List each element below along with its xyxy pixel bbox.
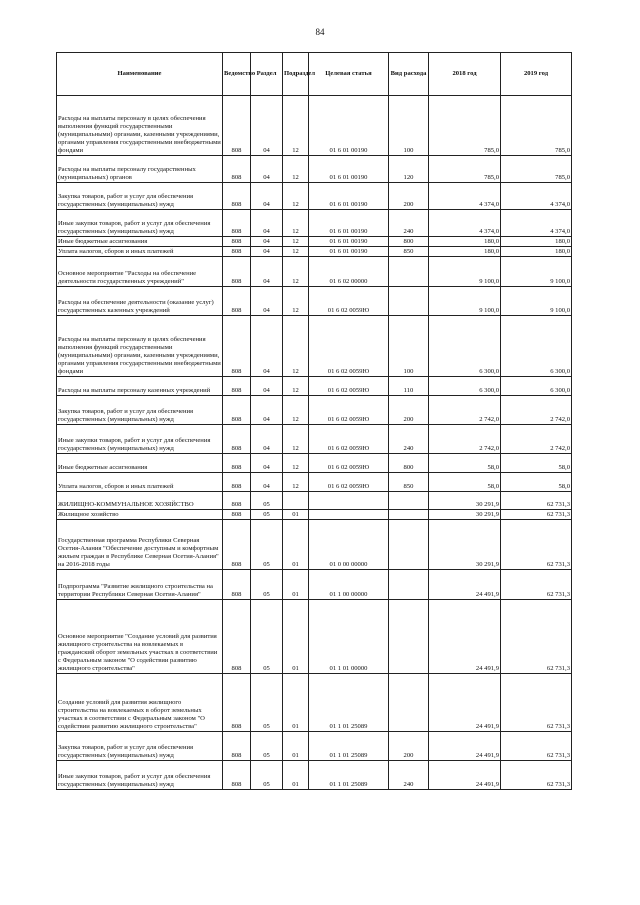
cell-expense-type: 100 [389,316,429,377]
cell-expense-type [389,600,429,674]
cell-year-2018: 2 742,0 [429,425,501,454]
cell-subsection [283,492,309,510]
cell-year-2018: 30 291,9 [429,510,501,520]
cell-section: 05 [251,600,283,674]
cell-target-article: 01 6 02 0059Ю [309,425,389,454]
cell-name: ЖИЛИЩНО-КОММУНАЛЬНОЕ ХОЗЯЙСТВО [57,492,223,510]
table-row [57,510,572,520]
cell-expense-type: 200 [389,396,429,425]
cell-department: 808 [223,732,251,761]
cell-year-2019: 58,0 [501,473,572,492]
cell-name: Расходы на выплаты персоналу в целях обеспечения выполнения функций государственными (муниципальными) органами, казенными учреждениями, органами управления государственными внебюджетными фондами [57,316,223,377]
cell-expense-type [389,674,429,732]
cell-expense-type [389,257,429,287]
cell-year-2018: 9 100,0 [429,287,501,316]
cell-year-2018: 24 491,9 [429,600,501,674]
cell-name: Иные закупки товаров, работ и услуг для обеспечения государственных (муниципальных) нужд [57,425,223,454]
cell-subsection: 12 [283,377,309,396]
header-name: Наименование [57,53,223,96]
cell-subsection: 01 [283,520,309,570]
cell-year-2018: 785,0 [429,96,501,156]
cell-name: Расходы на выплаты персоналу казенных учреждений [57,377,223,396]
cell-year-2019: 62 731,3 [501,520,572,570]
cell-expense-type [389,287,429,316]
cell-year-2019: 2 742,0 [501,396,572,425]
cell-subsection: 12 [283,473,309,492]
cell-target-article [309,510,389,520]
cell-name: Иные бюджетные ассигнования [57,237,223,247]
table-row [57,492,572,510]
cell-name: Государственная программа Республики Северная Осетия-Алания "Обеспечение доступным и комфортным жильем граждан в Республике Северная Осетия-Алания" на 2016-2018 годы [57,520,223,570]
table-row [57,156,572,183]
cell-year-2018: 30 291,9 [429,492,501,510]
cell-target-article: 01 1 00 00000 [309,570,389,600]
table-row [57,377,572,396]
cell-department: 808 [223,425,251,454]
cell-section: 04 [251,183,283,210]
cell-department: 808 [223,257,251,287]
cell-year-2019: 4 374,0 [501,183,572,210]
cell-section: 05 [251,674,283,732]
cell-name: Закупка товаров, работ и услуг для обеспечения государственных (муниципальных) нужд [57,732,223,761]
cell-section: 04 [251,247,283,257]
cell-target-article: 01 1 01 25089 [309,674,389,732]
cell-year-2018: 24 491,9 [429,732,501,761]
cell-expense-type: 110 [389,377,429,396]
cell-department: 808 [223,287,251,316]
cell-department: 808 [223,183,251,210]
cell-expense-type: 240 [389,761,429,790]
cell-subsection: 01 [283,570,309,600]
cell-year-2019: 9 100,0 [501,287,572,316]
cell-target-article: 01 6 02 0059Ю [309,377,389,396]
table-row [57,732,572,761]
cell-name: Иные бюджетные ассигнования [57,454,223,473]
header-expense-type: Вид расхода [389,53,429,96]
cell-section: 05 [251,570,283,600]
cell-expense-type: 100 [389,96,429,156]
cell-department: 808 [223,396,251,425]
header-row [57,53,572,96]
cell-expense-type [389,510,429,520]
cell-section: 04 [251,396,283,425]
cell-subsection: 01 [283,510,309,520]
cell-year-2018: 6 300,0 [429,377,501,396]
cell-name: Подпрограмма "Развитие жилищного строительства на территории Республики Северная Осетия-Алания" [57,570,223,600]
cell-section: 05 [251,510,283,520]
cell-section: 04 [251,454,283,473]
table-row [57,257,572,287]
cell-year-2019: 6 300,0 [501,316,572,377]
cell-year-2018: 9 100,0 [429,257,501,287]
cell-section: 04 [251,257,283,287]
cell-section: 04 [251,156,283,183]
cell-year-2019: 62 731,3 [501,510,572,520]
cell-year-2019: 9 100,0 [501,257,572,287]
cell-name: Иные закупки товаров, работ и услуг для обеспечения государственных (муниципальных) нужд [57,210,223,237]
cell-year-2019: 6 300,0 [501,377,572,396]
cell-year-2019: 62 731,3 [501,761,572,790]
cell-year-2018: 6 300,0 [429,316,501,377]
cell-name: Уплата налогов, сборов и иных платежей [57,247,223,257]
cell-subsection: 01 [283,600,309,674]
table-row [57,761,572,790]
cell-target-article: 01 1 01 25089 [309,732,389,761]
cell-name: Расходы на обеспечение деятельности (оказание услуг) государственных казенных учреждений [57,287,223,316]
cell-section: 05 [251,492,283,510]
table-row [57,600,572,674]
cell-year-2019: 62 731,3 [501,492,572,510]
cell-department: 808 [223,520,251,570]
table-row [57,570,572,600]
table-row [57,210,572,237]
cell-target-article: 01 1 01 00000 [309,600,389,674]
cell-year-2018: 180,0 [429,237,501,247]
table-row [57,287,572,316]
cell-year-2019: 62 731,3 [501,674,572,732]
cell-name: Закупка товаров, работ и услуг для обеспечения государственных (муниципальных) нужд [57,396,223,425]
cell-target-article: 01 6 02 0059Ю [309,287,389,316]
cell-expense-type: 200 [389,732,429,761]
cell-year-2018: 30 291,9 [429,520,501,570]
cell-name: Уплата налогов, сборов и иных платежей [57,473,223,492]
cell-target-article: 01 6 01 00190 [309,237,389,247]
cell-year-2019: 785,0 [501,156,572,183]
cell-target-article [309,492,389,510]
cell-subsection: 12 [283,425,309,454]
table-row [57,237,572,247]
table-row [57,473,572,492]
cell-section: 04 [251,237,283,247]
table-row [57,183,572,210]
cell-expense-type: 850 [389,473,429,492]
table-row [57,454,572,473]
cell-subsection: 12 [283,237,309,247]
cell-name: Основное мероприятие "Создание условий для развития жилищного строительства на вовлекаемых в гражданский оборот земельных участках в соответствии с Федеральным законом "О содействии развитию жилищного строительства" [57,600,223,674]
cell-target-article: 01 6 01 00190 [309,156,389,183]
cell-department: 808 [223,570,251,600]
cell-year-2018: 58,0 [429,454,501,473]
cell-target-article: 01 6 01 00190 [309,183,389,210]
table-body [57,96,572,790]
cell-target-article: 01 6 01 00190 [309,247,389,257]
cell-expense-type [389,570,429,600]
cell-target-article: 01 6 01 00190 [309,210,389,237]
cell-target-article: 01 1 01 25089 [309,761,389,790]
cell-target-article: 01 0 00 00000 [309,520,389,570]
cell-department: 808 [223,377,251,396]
table-row [57,316,572,377]
cell-subsection: 01 [283,674,309,732]
cell-subsection: 12 [283,183,309,210]
cell-year-2018: 180,0 [429,247,501,257]
cell-subsection: 12 [283,287,309,316]
cell-year-2019: 180,0 [501,247,572,257]
cell-year-2018: 2 742,0 [429,396,501,425]
cell-target-article: 01 6 02 0059Ю [309,454,389,473]
table-row [57,396,572,425]
cell-section: 04 [251,473,283,492]
cell-year-2018: 58,0 [429,473,501,492]
budget-table [56,52,572,790]
cell-year-2018: 785,0 [429,156,501,183]
cell-year-2019: 4 374,0 [501,210,572,237]
cell-department: 808 [223,454,251,473]
cell-section: 05 [251,732,283,761]
cell-expense-type: 800 [389,237,429,247]
cell-department: 808 [223,247,251,257]
cell-subsection: 12 [283,247,309,257]
cell-department: 808 [223,473,251,492]
cell-department: 808 [223,761,251,790]
cell-year-2018: 4 374,0 [429,183,501,210]
cell-subsection: 12 [283,316,309,377]
cell-section: 04 [251,425,283,454]
header-section: Раздел [251,53,283,96]
cell-name: Закупка товаров, работ и услуг для обеспечения государственных (муниципальных) нужд [57,183,223,210]
cell-target-article: 01 6 02 0059Ю [309,396,389,425]
cell-expense-type: 800 [389,454,429,473]
cell-section: 05 [251,761,283,790]
header-year-2018: 2018 год [429,53,501,96]
cell-name: Основное мероприятие "Расходы на обеспечение деятельности государственных учреждений" [57,257,223,287]
cell-subsection: 12 [283,96,309,156]
table-row [57,520,572,570]
cell-department: 808 [223,492,251,510]
cell-department: 808 [223,156,251,183]
cell-expense-type: 850 [389,247,429,257]
cell-expense-type: 240 [389,425,429,454]
cell-year-2018: 24 491,9 [429,674,501,732]
cell-name: Создание условий для развития жилищного строительства на вовлекаемых в оборот земельных участках в соответствии с Федеральным законом "О содействии развитию жилищного строительства" [57,674,223,732]
cell-name: Жилищное хозяйство [57,510,223,520]
cell-year-2019: 785,0 [501,96,572,156]
cell-expense-type [389,520,429,570]
cell-section: 05 [251,520,283,570]
cell-department: 808 [223,600,251,674]
cell-department: 808 [223,96,251,156]
cell-section: 04 [251,210,283,237]
table-row [57,247,572,257]
cell-subsection: 12 [283,257,309,287]
cell-name: Расходы на выплаты персоналу государственных (муниципальных) органов [57,156,223,183]
cell-target-article: 01 6 02 00000 [309,257,389,287]
cell-subsection: 12 [283,454,309,473]
cell-department: 808 [223,316,251,377]
cell-year-2019: 62 731,3 [501,732,572,761]
cell-department: 808 [223,510,251,520]
cell-year-2018: 24 491,9 [429,570,501,600]
table-row [57,674,572,732]
cell-section: 04 [251,287,283,316]
cell-subsection: 12 [283,396,309,425]
cell-name: Иные закупки товаров, работ и услуг для обеспечения государственных (муниципальных) нужд [57,761,223,790]
cell-subsection: 12 [283,210,309,237]
cell-year-2018: 4 374,0 [429,210,501,237]
cell-department: 808 [223,210,251,237]
header-subsection: Подраздел [283,53,309,96]
cell-year-2019: 180,0 [501,237,572,247]
cell-year-2019: 62 731,3 [501,600,572,674]
cell-target-article: 01 6 01 00190 [309,96,389,156]
cell-target-article: 01 6 02 0059Ю [309,473,389,492]
cell-section: 04 [251,316,283,377]
page-number: 84 [315,27,325,37]
cell-department: 808 [223,674,251,732]
cell-subsection: 12 [283,156,309,183]
cell-expense-type [389,492,429,510]
cell-section: 04 [251,96,283,156]
table-row [57,425,572,454]
cell-expense-type: 120 [389,156,429,183]
cell-year-2019: 2 742,0 [501,425,572,454]
table-row [57,96,572,156]
cell-subsection: 01 [283,761,309,790]
header-year-2019: 2019 год [501,53,572,96]
cell-expense-type: 200 [389,183,429,210]
cell-target-article: 01 6 02 0059Ю [309,316,389,377]
cell-year-2019: 58,0 [501,454,572,473]
cell-year-2018: 24 491,9 [429,761,501,790]
cell-expense-type: 240 [389,210,429,237]
cell-department: 808 [223,237,251,247]
cell-year-2019: 62 731,3 [501,570,572,600]
cell-section: 04 [251,377,283,396]
header-department: Ведомство [223,53,251,96]
cell-subsection: 01 [283,732,309,761]
header-target-article: Целевая статья [309,53,389,96]
cell-name: Расходы на выплаты персоналу в целях обеспечения выполнения функций государственными (муниципальными) органами, казенными учреждениями, органами управления государственными внебюджетными фондами [57,96,223,156]
